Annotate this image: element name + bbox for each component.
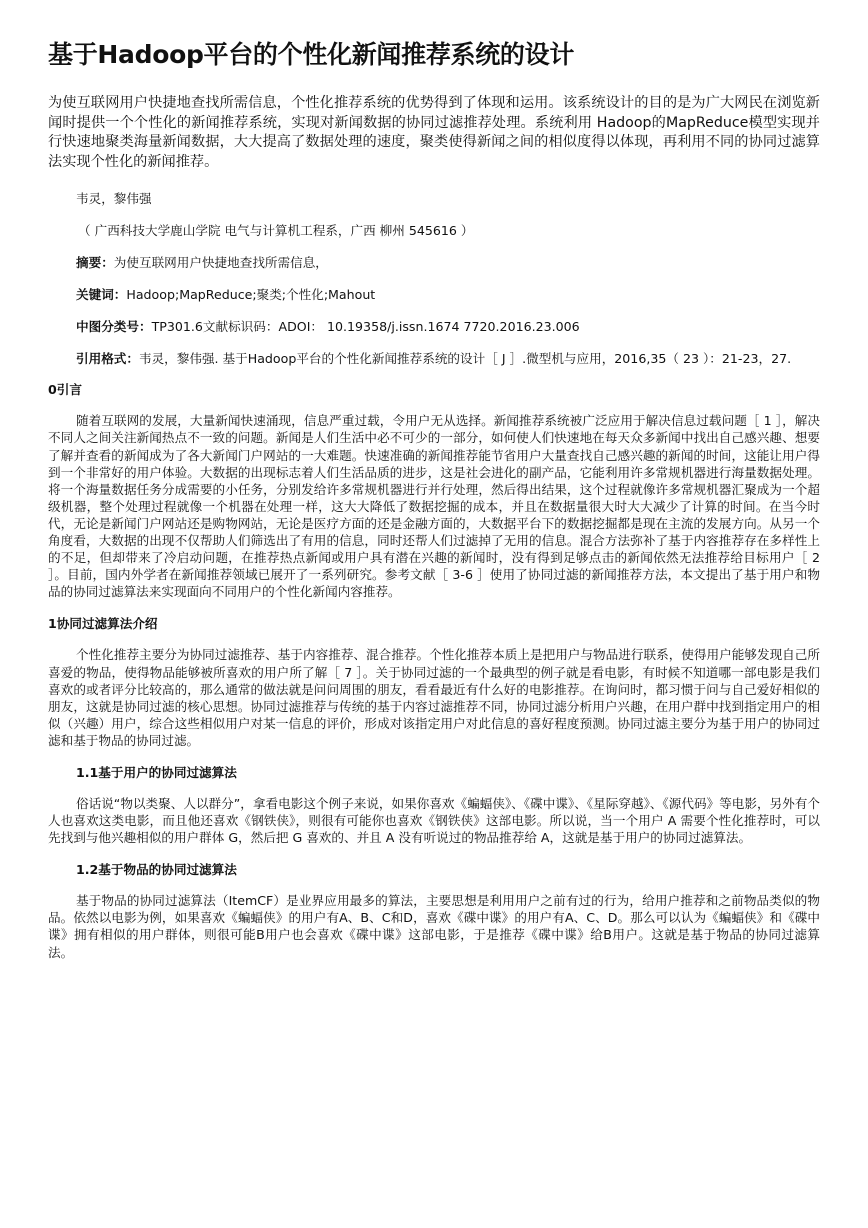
abstract-line <box>48 254 820 271</box>
citation-line <box>48 350 820 367</box>
citation-label: 引用格式： <box>76 351 139 367</box>
abstract-text: 为使互联网用户快捷地查找所需信息， <box>113 255 328 271</box>
section-body-cf: 个性化推荐主要分为协同过滤推荐、基于内容推荐、混合推荐。个性化推荐本质上是把用户与物品进行联系，使得用户能够发现自己所喜爱的物品，使得物品能够被所喜欢的用户所了解［ 7 ］。关于协同过滤的一个最典型的例子就是看电影，有时候不知道哪一部电影是我们喜欢的或者评分比较高的，那么通常的做法就是问问周围的朋友，看看最近有什么好的电影推荐。在询问时，都习惯于问与自己爱好相似的朋友，这就是协同过滤的核心思想。协同过滤推荐与传统的基于内容过滤推荐不同，协同过滤分析用户兴趣，在用户群中找到指定用户的相似（兴趣）用户，综合这些相似用户对某一信息的评价，形成对该指定用户对此信息的喜好程度预测。协同过滤主要分为基于用户的协同过滤和基于物品的协同过滤。 <box>48 647 820 748</box>
lead-summary: 为使互联网用户快捷地查找所需信息，个性化推荐系统的优势得到了体现和运用。该系统设计的目的是为广大网民在浏览新闻时提供一个个性化的新闻推荐系统，实现对新闻数据的协同过滤推荐处理。系统利用 Hadoop的MapReduce模型实现并行快速地聚类海量新闻数据，大大提高了数据处理的速度，聚类使得新闻之间的相似度得以体现，再利用不同的协同过滤算法实现个性化的新闻推荐。 <box>48 95 820 170</box>
abstract-label: 摘要： <box>76 255 114 271</box>
keywords-text: Hadoop;MapReduce;聚类;个性化;Mahout <box>126 287 376 303</box>
keywords-label: 关键词： <box>76 287 127 303</box>
subsection-heading-user-cf: 1.1基于用户的协同过滤算法 <box>76 764 237 780</box>
subsection-body-user-cf: 俗话说“物以类聚、人以群分”，拿看电影这个例子来说，如果你喜欢《蝙蝠侠》、《碟中谍》、《星际穿越》、《源代码》等电影，另外有个人也喜欢这类电影，而且他还喜欢《钢铁侠》，则很有可能你也喜欢《钢铁侠》这部电影。所以说，当一个用户 A 需要个性化推荐时，可以先找到与他兴趣相似的用户群体 G，然后把 G 喜欢的、并且 A 没有听说过的物品推荐给 A，这就是基于用户的协同过滤算法。 <box>48 795 820 846</box>
keywords-line <box>48 286 820 303</box>
section-heading-cf: 1协同过滤算法介绍 <box>48 616 158 632</box>
subsection-heading-item-cf: 1.2基于物品的协同过滤算法 <box>76 862 237 878</box>
authors: 韦灵，黎伟强 <box>76 191 152 207</box>
section-heading-intro: 0引言 <box>48 382 82 398</box>
classification-label: 中图分类号： <box>76 319 152 335</box>
classification-line <box>48 318 820 335</box>
affiliation: （ 广西科技大学鹿山学院 电气与计算机工程系，广西 柳州 545616 ） <box>78 223 474 239</box>
paper-title: 基于Hadoop平台的个性化新闻推荐系统的设计 <box>48 40 575 69</box>
subsection-body-item-cf: 基于物品的协同过滤算法（ItemCF）是业界应用最多的算法，主要思想是利用用户之前有过的行为，给用户推荐和之前物品类似的物品。依然以电影为例，如果喜欢《蝙蝠侠》的用户有A、B、C和D，喜欢《碟中谍》的用户有A、C、D。那么可以认为《蝙蝠侠》和《碟中谍》拥有相似的用户群体，则很可能B用户也会喜欢《碟中谍》这部电影，于是推荐《碟中谍》给B用户。这就是基于物品的协同过滤算法。 <box>48 893 820 960</box>
section-body-intro: 随着互联网的发展，大量新闻快速涌现，信息严重过载，令用户无从选择。新闻推荐系统被广泛应用于解决信息过载问题［ 1 ］，解决不同人之间关注新闻热点不一致的问题。新闻是人们生活中必不可少的一部分，如何使人们快速地在每天众多新闻中找出自己感兴趣、想要了解并查看的新闻成为了各大新闻门户网站的一大难题。快速准确的新闻推荐能节省用户大量查找自己感兴趣的新闻的时间，这能让用户得到一个非常好的用户体验。大数据的出现标志着人们生活品质的进步，这是社会进化的副产品，它能利用许多常规机器进行海量数据处理。将一个海量数据任务分成需要的小任务，分别发给许多常规机器进行并行处理，然后得出结果，这个过程就像许多常规机器汇聚成为一个超级机器，整个处理过程就像一个机器在处理一样，这大大降低了数据挖掘的成本，并且在数据量很大时大大减少了计算的时间。在当今时代，无论是新闻门户网站还是购物网站，无论是医疗方面的还是金融方面的，大数据平台下的数据挖掘都是现在主流的发展方向。从另一个角度看，大数据的出现不仅帮助人们筛选出了有用的信息，同时还帮人们过滤掉了无用的信息。混合方法弥补了基于内容推荐存在多样性上的不足，但却带来了冷启动问题，在推荐热点新闻或用户具有潜在兴趣的新闻时，没有得到足够点击的新闻依然无法推荐给目标用户［ 2 ］。目前，国内外学者在新闻推荐领域已展开了一系列研究。参考文献［ 3-6 ］使用了协同过滤的新闻推荐方法，本文提出了基于用户和物品的协同过滤算法来实现面向不同用户的个性化新闻内容推荐。 <box>48 413 820 600</box>
citation-text: 韦灵，黎伟强. 基于Hadoop平台的个性化新闻推荐系统的设计［ J ］.微型机与应用，2016,35（ 23 ）：21-23，27. <box>138 351 792 367</box>
classification-text: TP301.6文献标识码：ADOI： 10.19358/j.issn.1674 7720.2016.23.006 <box>151 319 580 335</box>
